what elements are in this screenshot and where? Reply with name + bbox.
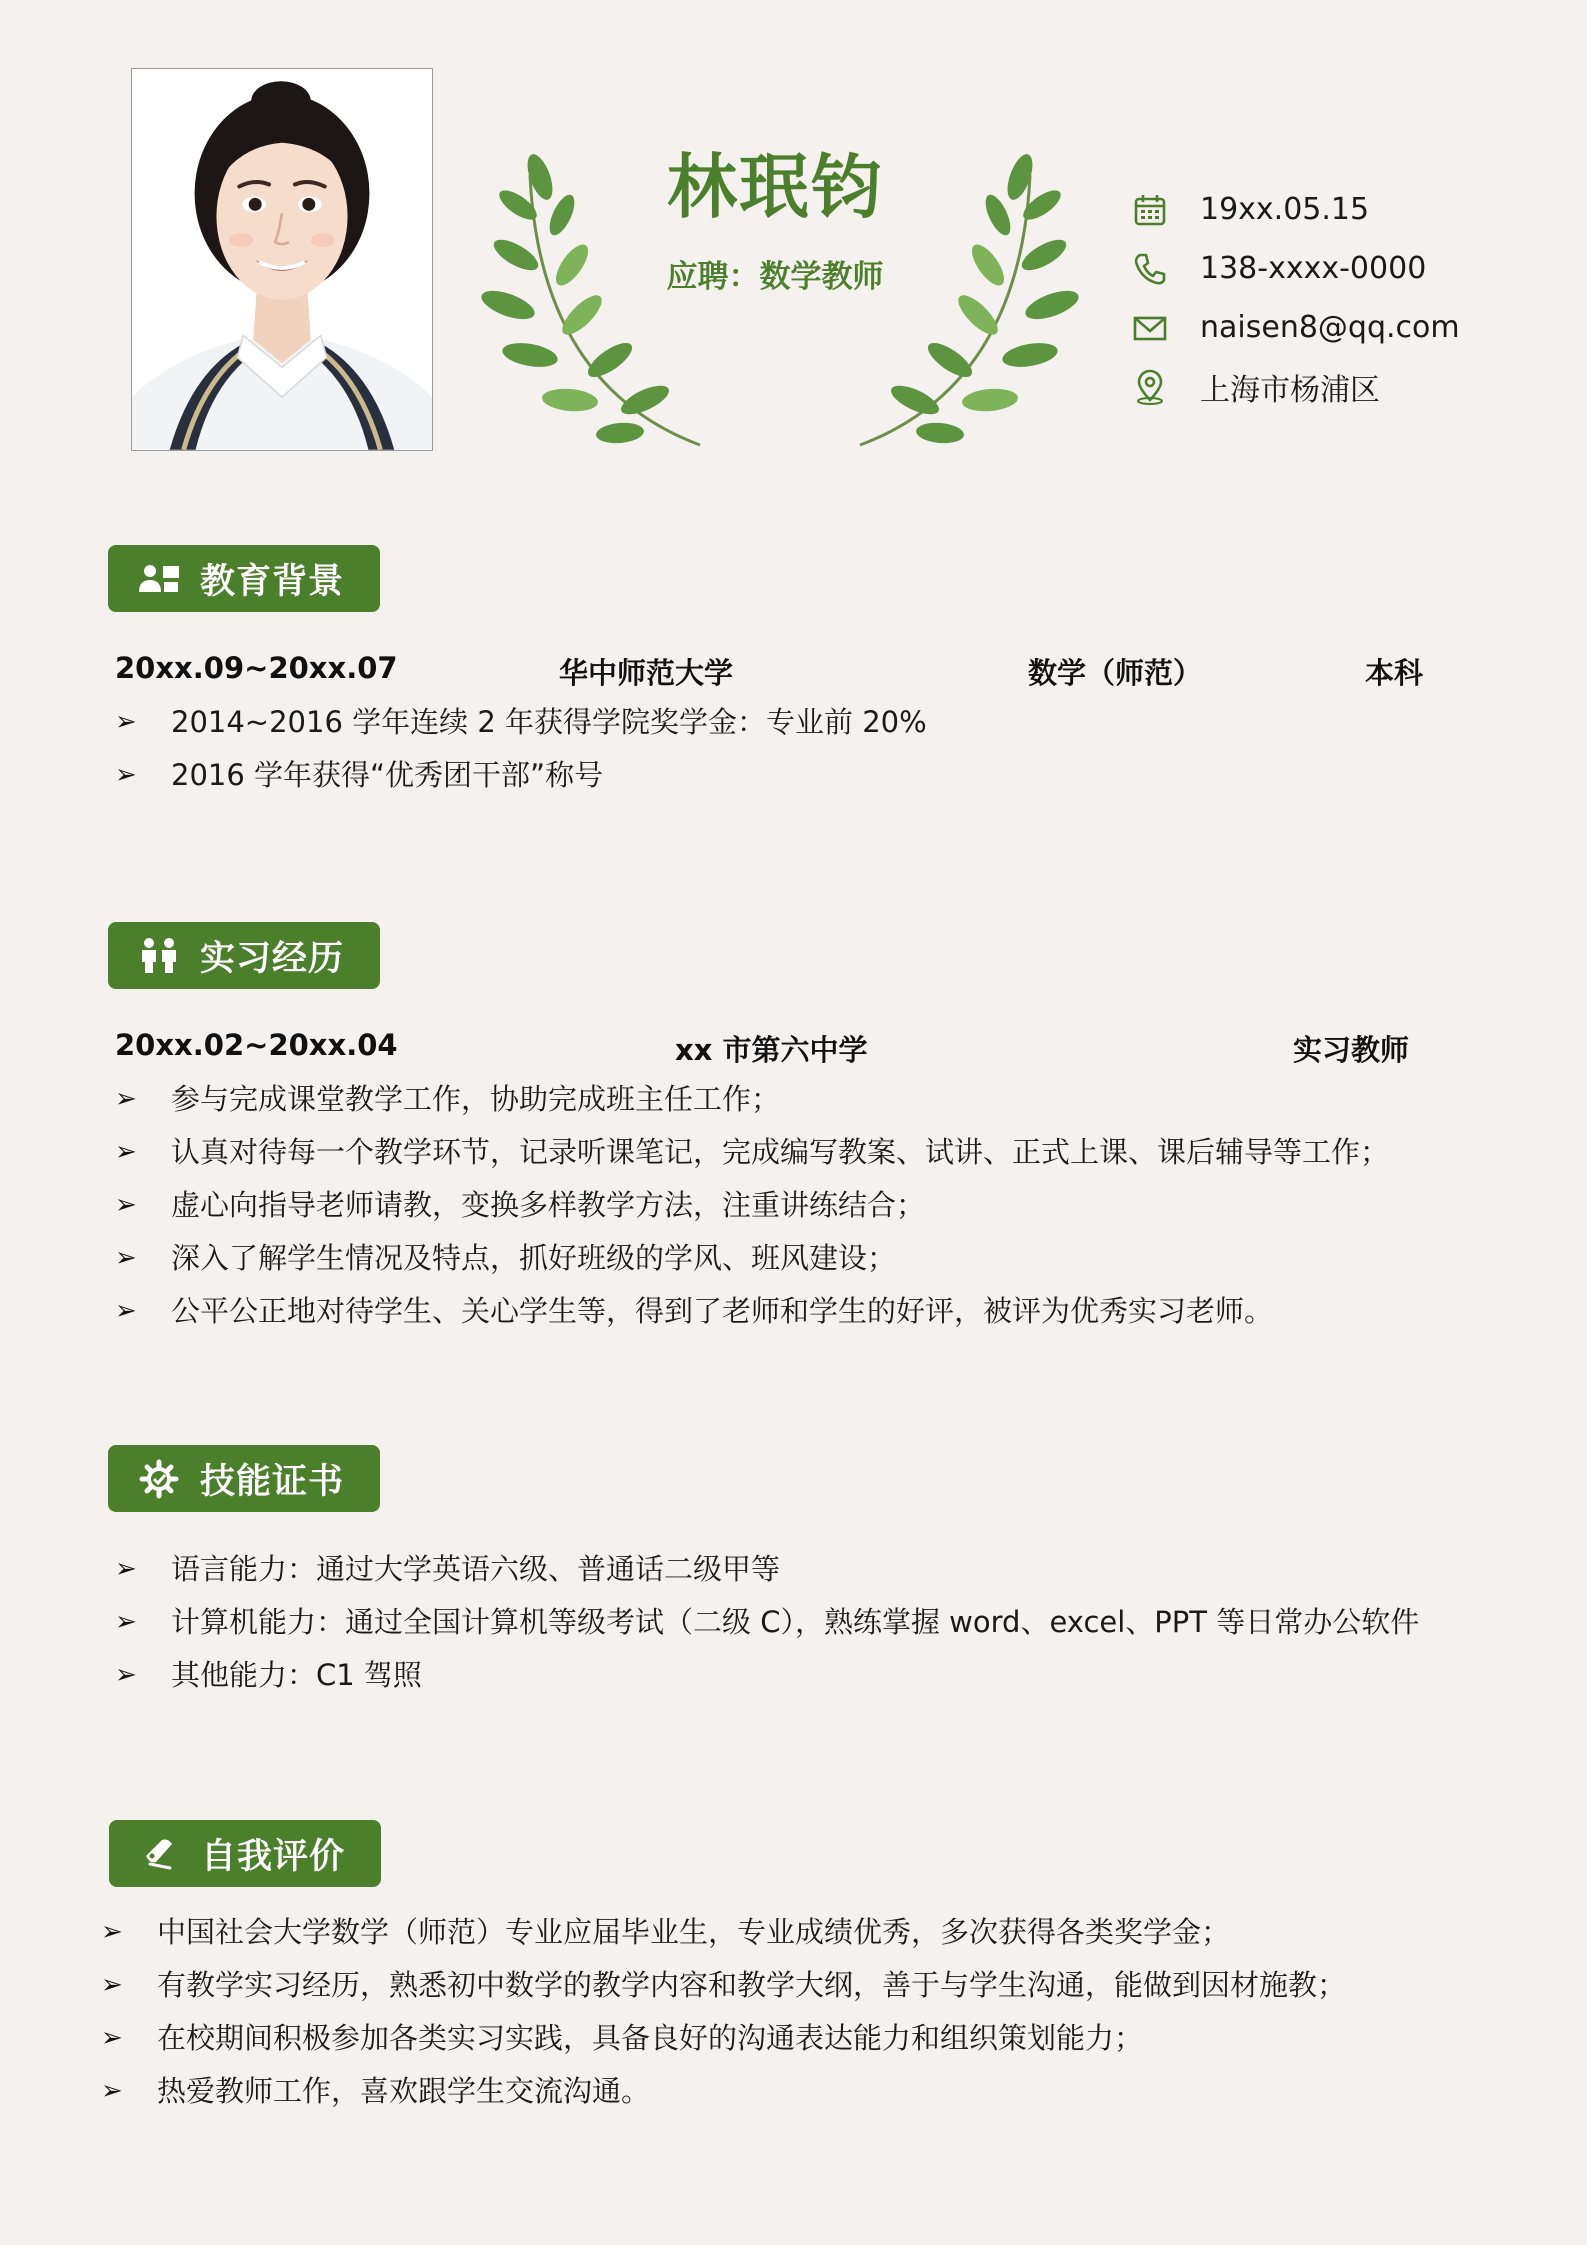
education-list bbox=[115, 696, 1445, 802]
list-item: ➢ 公平公正地对待学生、关心学生等，得到了老师和学生的好评，被评为优秀实习老师。 bbox=[115, 1285, 1445, 1338]
applied-position: 应聘：数学教师 bbox=[666, 259, 884, 295]
education-degree: 本科 bbox=[1365, 656, 1424, 690]
bullet-arrow-icon: ➢ bbox=[115, 1296, 137, 1326]
portrait-illustration bbox=[132, 69, 432, 450]
bullet-arrow-icon: ➢ bbox=[101, 1917, 123, 1947]
section-header-education bbox=[108, 545, 380, 612]
section-title: 教育背景 bbox=[200, 561, 345, 602]
bullet-arrow-icon: ➢ bbox=[115, 1554, 137, 1584]
bullet-arrow-icon: ➢ bbox=[115, 1084, 137, 1114]
contact-birthdate bbox=[1130, 180, 1570, 239]
calendar-icon bbox=[1130, 190, 1170, 230]
bullet-arrow-icon: ➢ bbox=[115, 1607, 137, 1637]
two-people-icon bbox=[134, 936, 184, 976]
section-title: 实习经历 bbox=[200, 938, 345, 979]
education-major: 数学（师范） bbox=[1028, 656, 1203, 690]
list-item: ➢ 有教学实习经历，熟悉初中数学的教学内容和教学大纲，善于与学生沟通，能做到因材施教； bbox=[101, 1959, 1461, 2012]
list-item: ➢ 2016 学年获得“优秀团干部”称号 bbox=[115, 749, 1445, 802]
section-header-self-evaluation bbox=[109, 1820, 381, 1887]
section-title: 技能证书 bbox=[200, 1461, 345, 1502]
list-item: ➢ 虚心向指导老师请教，变换多样教学方法，注重讲练结合； bbox=[115, 1179, 1445, 1232]
skills-list bbox=[115, 1543, 1465, 1702]
bullet-arrow-icon: ➢ bbox=[115, 1660, 137, 1690]
bullet-arrow-icon: ➢ bbox=[115, 1137, 137, 1167]
candidate-name: 林珉钧 bbox=[667, 146, 883, 228]
list-item: ➢ 中国社会大学数学（师范）专业应届毕业生，专业成绩优秀，多次获得各类奖学金； bbox=[101, 1906, 1461, 1959]
birthdate-text: 19xx.05.15 bbox=[1200, 192, 1370, 227]
education-period: 20xx.09~20xx.07 bbox=[115, 651, 398, 685]
education-headline bbox=[115, 651, 1435, 695]
bullet-arrow-icon: ➢ bbox=[115, 760, 137, 790]
list-item: ➢ 2014~2016 学年连续 2 年获得学院奖学金：专业前 20% bbox=[115, 696, 1445, 749]
bullet-arrow-icon: ➢ bbox=[101, 2076, 123, 2106]
location-text: 上海市杨浦区 bbox=[1200, 372, 1380, 408]
list-item: ➢ 热爱教师工作，喜欢跟学生交流沟通。 bbox=[101, 2065, 1461, 2118]
list-item: ➢ 在校期间积极参加各类实习实践，具备良好的沟通表达能力和组织策划能力； bbox=[101, 2012, 1461, 2065]
people-icon bbox=[134, 559, 184, 599]
contact-location bbox=[1130, 357, 1570, 416]
phone-icon bbox=[1130, 249, 1170, 289]
contact-info bbox=[1130, 180, 1570, 416]
list-item: ➢ 语言能力：通过大学英语六级、普通话二级甲等 bbox=[115, 1543, 1465, 1596]
list-item: ➢ 其他能力：C1 驾照 bbox=[115, 1649, 1465, 1702]
internship-headline bbox=[115, 1028, 1435, 1072]
pen-icon bbox=[135, 1834, 185, 1874]
mail-icon bbox=[1130, 308, 1170, 348]
list-item: ➢ 认真对待每一个教学环节，记录听课笔记，完成编写教案、试讲、正式上课、课后辅导等工作； bbox=[115, 1126, 1445, 1179]
internship-org: xx 市第六中学 bbox=[675, 1033, 868, 1067]
list-item: ➢ 计算机能力：通过全国计算机等级考试（二级 C），熟练掌握 word、excel、PPT 等日常办公软件 bbox=[115, 1596, 1465, 1649]
internship-period: 20xx.02~20xx.04 bbox=[115, 1028, 398, 1062]
bullet-arrow-icon: ➢ bbox=[115, 1243, 137, 1273]
profile-photo bbox=[131, 68, 433, 451]
section-header-internship bbox=[108, 922, 380, 989]
gear-icon bbox=[134, 1459, 184, 1499]
section-title: 自我评价 bbox=[201, 1836, 346, 1877]
list-item: ➢ 参与完成课堂教学工作，协助完成班主任工作； bbox=[115, 1073, 1445, 1126]
bullet-arrow-icon: ➢ bbox=[115, 1190, 137, 1220]
phone-text: 138-xxxx-0000 bbox=[1200, 251, 1427, 286]
internship-role: 实习教师 bbox=[1293, 1033, 1410, 1067]
email-text: naisen8@qq.com bbox=[1200, 310, 1460, 345]
bullet-arrow-icon: ➢ bbox=[101, 1970, 123, 2000]
education-school: 华中师范大学 bbox=[559, 656, 734, 690]
list-item: ➢ 深入了解学生情况及特点，抓好班级的学风、班风建设； bbox=[115, 1232, 1445, 1285]
contact-email bbox=[1130, 298, 1570, 357]
section-header-skills bbox=[108, 1445, 380, 1512]
location-icon bbox=[1130, 367, 1170, 407]
internship-list bbox=[115, 1073, 1445, 1338]
self-evaluation-list bbox=[101, 1906, 1461, 2118]
bullet-arrow-icon: ➢ bbox=[101, 2023, 123, 2053]
bullet-arrow-icon: ➢ bbox=[115, 707, 137, 737]
contact-phone bbox=[1130, 239, 1570, 298]
